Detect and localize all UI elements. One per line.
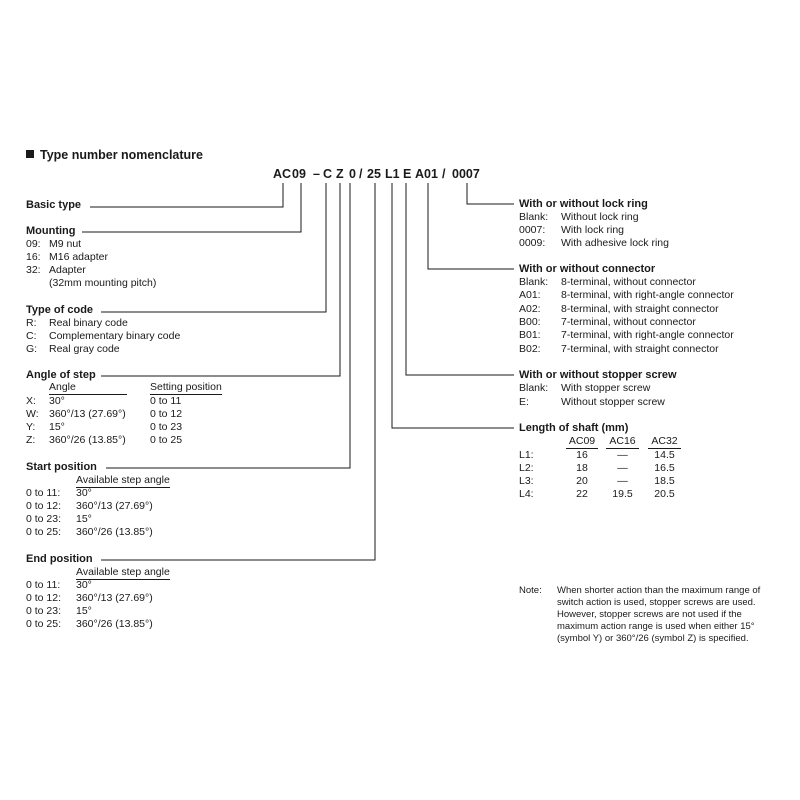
code-part-shaft: L1 (385, 167, 400, 181)
type-of-code-heading: Type of code (26, 304, 94, 316)
shaft-value: — (617, 462, 628, 474)
code-part-ac: AC (273, 167, 292, 181)
angle-value: 30° (49, 395, 65, 407)
leader-stopper (406, 183, 514, 375)
angle-value: 360°/26 (13.85°) (49, 434, 126, 446)
code-part-type: C (323, 167, 333, 181)
setting-value: 0 to 12 (150, 408, 183, 420)
code-part-lockring: 0007 (452, 167, 480, 181)
lock-ring-code: Blank: (519, 211, 549, 223)
connector-code: Blank: (519, 276, 549, 288)
shaft-value: 18.5 (654, 475, 675, 487)
mounting-code: 32: (26, 264, 41, 276)
leader-basic-type (90, 183, 283, 207)
start-code: 0 to 11: (26, 487, 61, 499)
lock-ring-text: With lock ring (561, 224, 625, 236)
mounting-text: Adapter (49, 264, 86, 276)
shaft-value: 20 (576, 475, 588, 487)
setting-position-column-header: Setting position (150, 381, 222, 393)
shaft-value: 14.5 (654, 449, 675, 461)
mounting-code: 09: (26, 238, 41, 250)
lock-ring-code: 0007: (519, 224, 546, 236)
shaft-code: L4: (519, 488, 534, 500)
angle-code: W: (26, 408, 39, 420)
connector-code: B00: (519, 316, 541, 328)
connector-code: A01: (519, 289, 541, 301)
shaft-value: 19.5 (612, 488, 633, 500)
stopper-code: Blank: (519, 382, 549, 394)
connector-text: 7-terminal, without connector (561, 316, 696, 328)
type-of-code-text: Complementary binary code (49, 330, 181, 342)
connector-text: 8-terminal, without connector (561, 276, 696, 288)
type-of-code-code: R: (26, 317, 37, 329)
connector-code: A02: (519, 303, 541, 315)
type-of-code-code: G: (26, 343, 38, 355)
shaft-value: — (617, 449, 628, 461)
end-code: 0 to 23: (26, 605, 62, 617)
code-part-angle: Z (336, 167, 344, 181)
type-of-code-text: Real binary code (49, 317, 128, 329)
shaft-value: 22 (576, 488, 588, 500)
code-part-slash: / (359, 167, 363, 181)
code-part-start: 0 (349, 167, 356, 181)
shaft-value: 16.5 (654, 462, 675, 474)
shaft-col-ac09: AC09 (566, 436, 598, 449)
shaft-value: — (617, 475, 628, 487)
stopper-code: E: (519, 396, 529, 408)
note-line: (symbol Y) or 360°/26 (symbol Z) is specified. (557, 633, 749, 644)
mounting-code: 16: (26, 251, 41, 263)
code-part-connector: A01 (415, 167, 438, 181)
angle-code: Z: (26, 434, 36, 446)
type-of-code-text: Real gray code (49, 343, 120, 355)
end-value: 30° (76, 579, 92, 591)
connector-code: B01: (519, 329, 541, 341)
leader-lock-ring (467, 183, 514, 204)
end-value: 15° (76, 605, 92, 617)
connector-text: 8-terminal, with right-angle connector (561, 289, 734, 301)
leader-start-position (106, 183, 350, 468)
shaft-code: L1: (519, 449, 534, 461)
angle-of-step-heading: Angle of step (26, 369, 96, 381)
start-value: 360°/26 (13.85°) (76, 526, 153, 538)
mounting-heading: Mounting (26, 225, 76, 237)
leader-shaft (392, 183, 514, 428)
angle-value: 15° (49, 421, 65, 433)
end-code: 0 to 12: (26, 592, 62, 604)
note-line: However, stopper screws are not used if the (557, 609, 742, 620)
angle-column-header: Angle (49, 382, 127, 395)
end-code: 0 to 25: (26, 618, 62, 630)
type-of-code-code: C: (26, 330, 37, 342)
shaft-heading: Length of shaft (mm) (519, 422, 629, 434)
angle-code: X: (26, 395, 36, 407)
stopper-text: Without stopper screw (561, 396, 665, 408)
mounting-text: M16 adapter (49, 251, 108, 263)
shaft-col-ac16: AC16 (606, 436, 639, 449)
shaft-value: 20.5 (654, 488, 675, 500)
shaft-col-ac32: AC32 (648, 436, 681, 449)
connector-text: 7-terminal, with right-angle connector (561, 329, 734, 341)
note-line: switch action is used, stopper screws are used. (557, 597, 756, 608)
end-position-heading: End position (26, 553, 93, 565)
end-value: 360°/26 (13.85°) (76, 618, 153, 630)
setting-value: 0 to 11 (150, 395, 182, 407)
start-code: 0 to 12: (26, 500, 62, 512)
end-available-header: Available step angle (76, 566, 170, 578)
code-part-dash: – (313, 167, 320, 181)
code-part-slash-2: / (442, 167, 446, 181)
connector-text: 7-terminal, with straight connector (561, 343, 719, 355)
shaft-code: L2: (519, 462, 534, 474)
mounting-text: M9 nut (49, 238, 82, 250)
lock-ring-text: Without lock ring (561, 211, 639, 223)
connector-heading: With or without connector (519, 263, 656, 275)
stopper-text: With stopper screw (561, 382, 651, 394)
shaft-value: 18 (576, 462, 588, 474)
angle-value: 360°/13 (27.69°) (49, 408, 126, 420)
connector-code: B02: (519, 343, 541, 355)
mounting-note: (32mm mounting pitch) (49, 277, 157, 289)
start-code: 0 to 25: (26, 526, 62, 538)
note-line: When shorter action than the maximum range of (557, 585, 761, 596)
start-code: 0 to 23: (26, 513, 62, 525)
shaft-code: L3: (519, 475, 534, 487)
start-position-heading: Start position (26, 461, 97, 473)
shaft-value: 16 (576, 449, 588, 461)
end-value: 360°/13 (27.69°) (76, 592, 153, 604)
stopper-heading: With or without stopper screw (519, 369, 677, 381)
code-part-mounting: 09 (292, 167, 306, 181)
angle-code: Y: (26, 421, 36, 433)
lock-ring-heading: With or without lock ring (519, 198, 648, 210)
note-line: maximum action range is used when either 15° (557, 621, 755, 632)
lock-ring-text: With adhesive lock ring (561, 237, 669, 249)
start-value: 15° (76, 513, 92, 525)
lock-ring-code: 0009: (519, 237, 546, 249)
start-value: 30° (76, 487, 92, 499)
leader-type-of-code (101, 183, 326, 312)
code-part-end: 25 (367, 167, 381, 181)
start-value: 360°/13 (27.69°) (76, 500, 153, 512)
page-title: Type number nomenclature (40, 148, 203, 162)
leader-connector (428, 183, 514, 269)
basic-type-heading: Basic type (26, 199, 82, 211)
end-code: 0 to 11: (26, 579, 61, 591)
connector-text: 8-terminal, with straight connector (561, 303, 719, 315)
setting-value: 0 to 25 (150, 434, 183, 446)
setting-value: 0 to 23 (150, 421, 183, 433)
start-available-header: Available step angle (76, 474, 170, 486)
note-label: Note: (519, 585, 542, 596)
code-part-stopper: E (403, 167, 412, 181)
